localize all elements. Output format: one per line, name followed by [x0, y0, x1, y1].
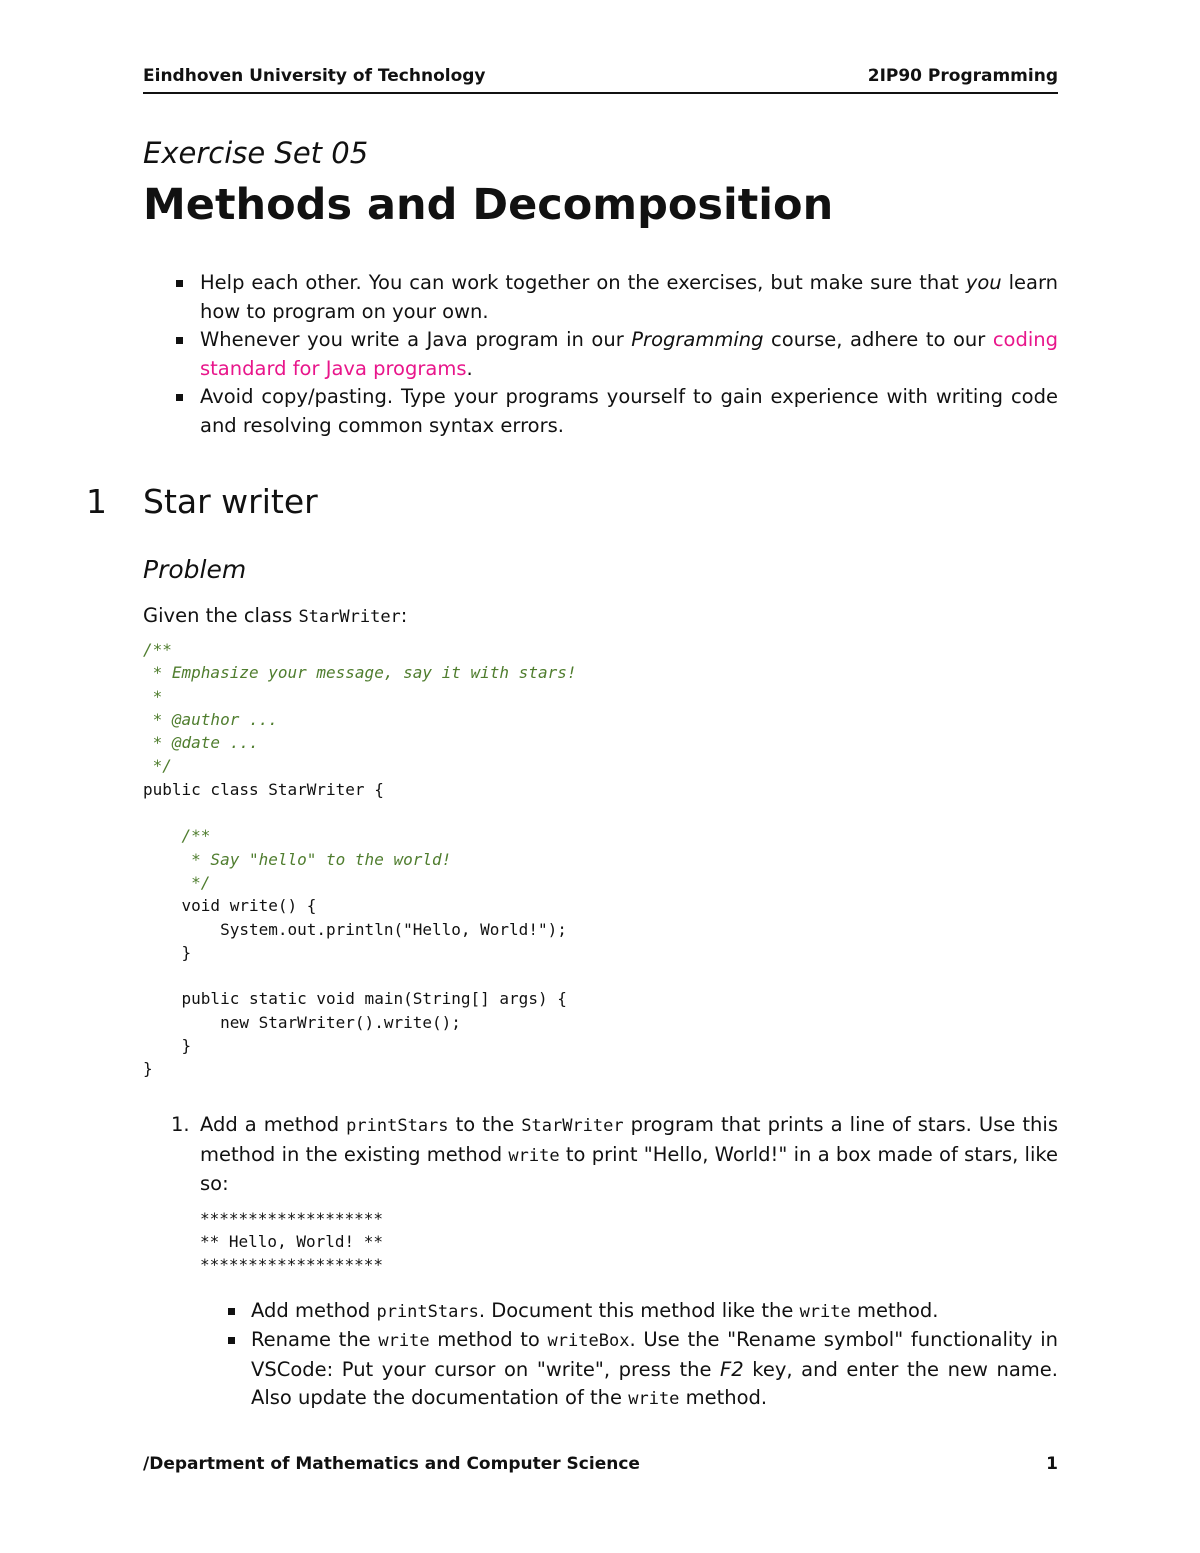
code-line: } — [143, 942, 192, 962]
subtask-list — [200, 1297, 1058, 1414]
code-comment-line: /** — [143, 826, 211, 846]
code-comment-line: * @author ... — [143, 709, 278, 729]
section-number: 1 — [86, 482, 107, 521]
page-title: Methods and Decomposition — [143, 180, 834, 230]
intro-text: Given the class StarWriter: — [143, 604, 408, 627]
guidelines-list — [143, 269, 1058, 441]
code-comment-line: * @date ... — [143, 733, 259, 753]
code-comment-line: * Emphasize your message, say it with stars! — [143, 663, 577, 683]
code-line: System.out.println("Hello, World!"); — [143, 919, 567, 939]
task-number: 1. — [171, 1113, 190, 1136]
task-item — [143, 1111, 1058, 1414]
section-title: Star writer — [143, 482, 318, 521]
code-comment-line: /** — [143, 640, 172, 659]
guideline-item: Help each other. You can work together on the exercises, but make sure that you learn how to program on your own. — [143, 269, 1058, 326]
code-comment-line: */ — [143, 872, 211, 892]
code-line: } — [143, 1059, 153, 1079]
guideline-item: Avoid copy/pasting. Type your programs yourself to gain experience with writing code and resolving common syntax errors. — [143, 383, 1058, 440]
subtask-item: Add method printStars. Document this method like the write method. — [200, 1297, 1058, 1327]
star-box-example: ******************* ** Hello, World! ** ******************* — [200, 1208, 384, 1275]
task-list — [143, 1111, 1058, 1414]
code-line: } — [143, 1036, 192, 1056]
page-header — [143, 66, 1058, 94]
code-comment-line: */ — [143, 756, 172, 776]
problem-heading: Problem — [143, 555, 247, 584]
code-listing — [143, 638, 576, 1081]
code-line: void write() { — [143, 896, 317, 916]
coding-standard-link[interactable]: coding standard for Java programs — [200, 328, 1058, 380]
code-comment-line: * — [143, 686, 163, 706]
guideline-item: Whenever you write a Java program in our Programming course, adhere to our coding standard for Java programs. — [143, 326, 1058, 383]
subtask-item: Rename the write method to writeBox. Use the "Rename symbol" functionality in VSCode: Put your cursor on "write", press the F2 key, and enter the new name. Also update the documentation of the write method. — [200, 1326, 1058, 1414]
page-number: 1 — [1046, 1454, 1058, 1474]
code-comment-line: * Say "hello" to the world! — [143, 849, 452, 869]
code-line: new StarWriter().write(); — [143, 1012, 461, 1032]
code-line: public class StarWriter { — [143, 779, 384, 799]
university-name: Eindhoven University of Technology — [143, 66, 486, 86]
exercise-set-label: Exercise Set 05 — [143, 136, 369, 170]
code-line: public static void main(String[] args) { — [143, 989, 567, 1009]
task-description: Add a method printStars to the StarWriter program that prints a line of stars. Use this method in the existing method write to print "Hello, World!" in a box made of stars, like so: — [200, 1113, 1058, 1196]
page-footer — [143, 1454, 1058, 1474]
course-name: 2IP90 Programming — [867, 66, 1058, 86]
department-name: /Department of Mathematics and Computer Science — [143, 1454, 640, 1474]
